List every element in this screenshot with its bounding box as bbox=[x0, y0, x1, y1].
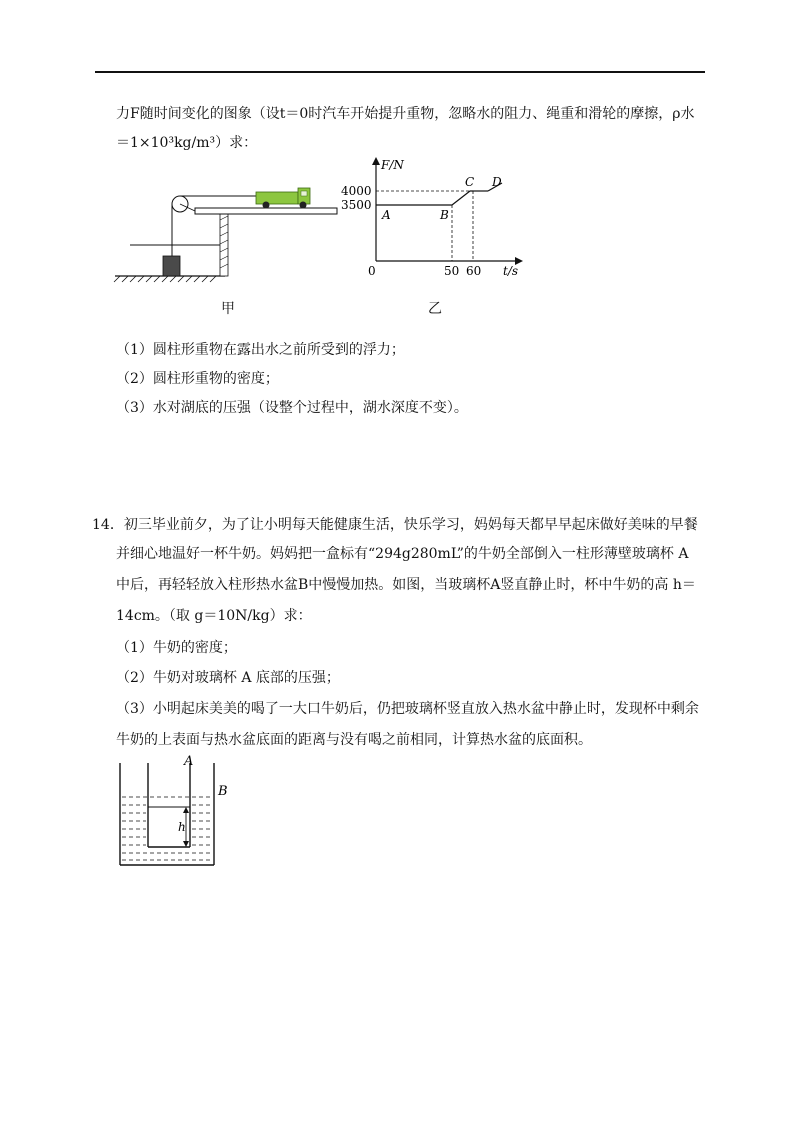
figure-jia bbox=[110, 170, 350, 290]
q13-item-2: （2）圆柱形重物的密度； bbox=[116, 371, 279, 387]
graph-origin-label: 0 bbox=[368, 264, 376, 278]
q14-text-line-3: 中后，再轻轻放入柱形热水盆B中慢慢加热。如图，当玻璃杯A竖直静止时，杯中牛奶的高 h＝ bbox=[116, 577, 696, 593]
q14-item-1: （1）牛奶的密度； bbox=[116, 640, 237, 656]
cup-label-a: A bbox=[184, 755, 194, 769]
q14-item-2: （2）牛奶对玻璃杯 A 底部的压强； bbox=[116, 670, 340, 686]
q14-text-line-1: 14．初三毕业前夕，为了让小明每天能健康生活，快乐学习，妈妈每天都早早起床做好美味的早餐 bbox=[92, 517, 698, 533]
graph-point-a: A bbox=[382, 208, 391, 222]
basin-label-b: B bbox=[218, 784, 228, 799]
graph-point-c: C bbox=[465, 175, 475, 189]
figure-yi-graph bbox=[340, 155, 530, 280]
q13-item-3: （3）水对湖底的压强（设整个过程中，湖水深度不变）。 bbox=[116, 400, 468, 416]
figure-yi-caption: 乙 bbox=[428, 301, 442, 317]
header-rule bbox=[95, 71, 705, 73]
graph-x-tick-50: 50 bbox=[444, 264, 460, 278]
q14-item-3: （3）小明起床美美的喝了一大口牛奶后，仍把玻璃杯竖直放入热水盆中静止时，发现杯中剩余 bbox=[116, 701, 699, 717]
graph-y-tick-4000: 4000 bbox=[341, 184, 372, 198]
q14-text-line-4: 14cm。（取 g＝10N/kg）求： bbox=[116, 608, 312, 624]
graph-y-tick-3500: 3500 bbox=[341, 198, 372, 212]
graph-point-d: D bbox=[492, 175, 502, 189]
graph-y-axis-label: F/N bbox=[381, 158, 404, 172]
q13-item-1: （1）圆柱形重物在露出水之前所受到的浮力； bbox=[116, 342, 405, 358]
graph-x-tick-60: 60 bbox=[466, 264, 482, 278]
figure-cup-basin bbox=[110, 755, 240, 870]
graph-point-b: B bbox=[440, 208, 449, 222]
q13-text-line-2: ＝1×10³kg/m³）求： bbox=[116, 135, 258, 151]
height-label-h: h bbox=[178, 820, 186, 834]
graph-x-axis-label: t/s bbox=[503, 264, 519, 278]
q14-text-line-2: 并细心地温好一杯牛奶。妈妈把一盒标有“294g280mL”的牛奶全部倒入一柱形薄壁玻璃杯 A bbox=[116, 546, 689, 562]
figure-jia-caption: 甲 bbox=[221, 301, 235, 317]
q14-item-3-cont: 牛奶的上表面与热水盆底面的距离与没有喝之前相同，计算热水盆的底面积。 bbox=[116, 732, 592, 748]
q13-text-line-1: 力F随时间变化的图象（设t＝0时汽车开始提升重物，忽略水的阻力、绳重和滑轮的摩擦，ρ水 bbox=[116, 106, 695, 122]
